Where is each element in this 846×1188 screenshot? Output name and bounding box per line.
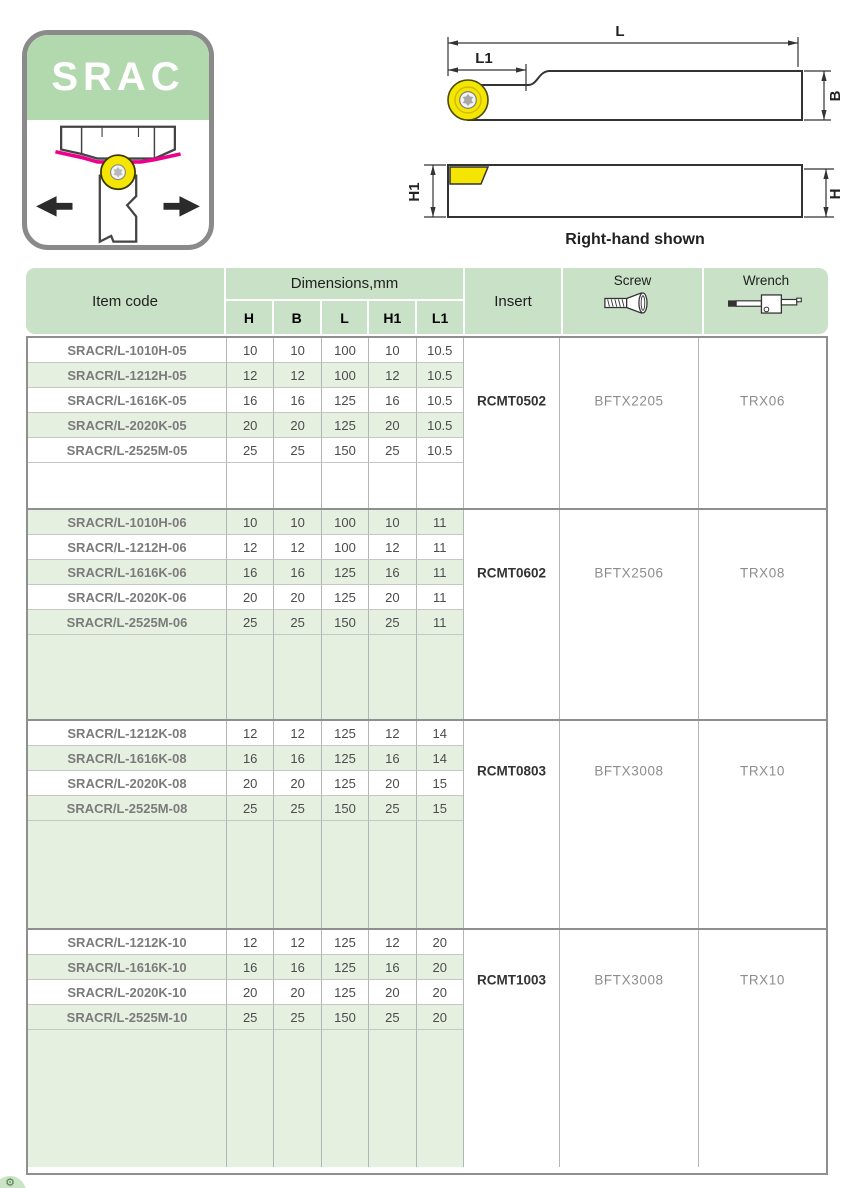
insert-cell-value: RCMT0602	[476, 565, 547, 580]
dimension-cell: 25	[226, 610, 273, 635]
insert-cell	[463, 510, 559, 719]
header-col-h1: H1	[369, 301, 415, 334]
wrench-cell	[698, 338, 826, 508]
dimension-cell: 125	[321, 980, 368, 1005]
table-row	[28, 535, 463, 560]
header-col-l: L	[322, 301, 368, 334]
dimension-cell: 10	[273, 510, 320, 535]
screw-cell-value: BFTX3008	[594, 972, 664, 988]
table-row	[28, 746, 463, 771]
screw-cell	[559, 338, 698, 508]
header-screw	[563, 268, 702, 334]
dimension-cell: 25	[226, 1005, 273, 1030]
item-code-cell: SRACR/L-1616K-06	[28, 560, 226, 585]
dimension-cell: 16	[273, 388, 320, 413]
filler-cell	[28, 821, 226, 928]
dimension-cell: 12	[226, 535, 273, 560]
dimension-cell: 125	[321, 585, 368, 610]
header-wrench	[704, 268, 828, 334]
dimension-cell: 10	[273, 338, 320, 363]
item-rows-column	[28, 510, 463, 719]
dimension-cell: 125	[321, 560, 368, 585]
filler-cell	[226, 1030, 273, 1167]
dimension-cell: 25	[273, 610, 320, 635]
filler-cell	[368, 463, 415, 508]
dimension-cell: 10.5	[416, 363, 463, 388]
dimension-cell: 11	[416, 535, 463, 560]
dimension-cell: 12	[273, 363, 320, 388]
dimension-cell: 20	[226, 771, 273, 796]
filler-cell	[321, 821, 368, 928]
dimension-cell: 12	[368, 363, 415, 388]
tool-side-view-drawing	[406, 165, 844, 248]
item-code-cell: SRACR/L-2525M-10	[28, 1005, 226, 1030]
filler-cell	[416, 821, 463, 928]
item-code-cell: SRACR/L-2020K-06	[28, 585, 226, 610]
header-dimensions-group	[226, 268, 463, 334]
table-row	[28, 610, 463, 635]
dimension-cell: 15	[416, 771, 463, 796]
filler-cell	[273, 635, 320, 719]
screw-cell	[559, 930, 698, 1167]
dimension-cell: 12	[273, 535, 320, 560]
dimension-cell: 25	[273, 796, 320, 821]
table-row	[28, 721, 463, 746]
label-L: L	[615, 23, 625, 40]
filler-cell	[368, 635, 415, 719]
dimension-cell: 11	[416, 510, 463, 535]
group-filler	[28, 821, 463, 928]
dimension-cell: 100	[321, 338, 368, 363]
dimension-cell: 20	[368, 980, 415, 1005]
dimension-cell: 20	[416, 955, 463, 980]
dimension-cell: 20	[273, 980, 320, 1005]
filler-cell	[28, 1030, 226, 1167]
right-arrow-icon	[164, 196, 200, 216]
wrench-cell-value: TRX10	[739, 972, 786, 988]
table-row	[28, 980, 463, 1005]
item-rows-column	[28, 721, 463, 928]
filler-cell	[226, 821, 273, 928]
dimension-cell: 150	[321, 610, 368, 635]
dimension-cell: 20	[416, 930, 463, 955]
dimension-cell: 100	[321, 510, 368, 535]
round-insert-icon	[101, 155, 135, 189]
item-code-cell: SRACR/L-1616K-05	[28, 388, 226, 413]
item-code-cell: SRACR/L-2525M-05	[28, 438, 226, 463]
filler-cell	[273, 821, 320, 928]
wrench-cell	[698, 721, 826, 928]
dimension-cell: 16	[226, 746, 273, 771]
item-code-cell: SRACR/L-1212K-10	[28, 930, 226, 955]
dimension-cell: 125	[321, 955, 368, 980]
dimension-cell: 100	[321, 535, 368, 560]
group-filler	[28, 1030, 463, 1167]
dimension-cell: 25	[226, 796, 273, 821]
wrench-cell	[698, 510, 826, 719]
dimension-cell: 25	[368, 796, 415, 821]
wrench-cell-value: TRX08	[739, 565, 786, 580]
dimension-cell: 20	[226, 585, 273, 610]
item-rows-column	[28, 338, 463, 508]
table-row	[28, 796, 463, 821]
dimension-cell: 125	[321, 746, 368, 771]
dimension-cell: 12	[273, 930, 320, 955]
insert-cell-value: RCMT1003	[476, 972, 547, 988]
filler-cell	[273, 463, 320, 508]
spec-table	[26, 336, 828, 1175]
dimension-cell: 20	[416, 980, 463, 1005]
header-col-l1: L1	[417, 301, 463, 334]
footer-gear-icon: ⚙	[0, 1176, 26, 1188]
drawing-caption: Right-hand shown	[565, 231, 705, 248]
item-code-cell: SRACR/L-1616K-08	[28, 746, 226, 771]
spec-group	[28, 928, 826, 1167]
dimension-cell: 10.5	[416, 413, 463, 438]
dimension-cell: 14	[416, 721, 463, 746]
header-insert: Insert	[465, 268, 561, 334]
screw-cell	[559, 721, 698, 928]
dimension-cell: 12	[226, 930, 273, 955]
table-row	[28, 771, 463, 796]
filler-cell	[416, 463, 463, 508]
item-code-cell: SRACR/L-2525M-08	[28, 796, 226, 821]
table-row	[28, 1005, 463, 1030]
filler-cell	[226, 635, 273, 719]
dimension-cell: 125	[321, 930, 368, 955]
dimension-cell: 11	[416, 585, 463, 610]
top-view-insert-icon	[448, 80, 488, 120]
dimension-cell: 16	[368, 955, 415, 980]
item-rows-column	[28, 930, 463, 1167]
insert-cell-value: RCMT0502	[476, 393, 547, 408]
label-H1: H1	[406, 182, 423, 202]
table-row	[28, 560, 463, 585]
left-arrow-icon	[36, 196, 72, 216]
dimension-cell: 14	[416, 746, 463, 771]
dimension-cell: 16	[273, 560, 320, 585]
dimension-cell: 12	[368, 535, 415, 560]
dimension-cell: 25	[368, 1005, 415, 1030]
dimension-cell: 20	[273, 585, 320, 610]
dimension-cell: 150	[321, 796, 368, 821]
table-row	[28, 413, 463, 438]
item-code-cell: SRACR/L-2020K-08	[28, 771, 226, 796]
dimension-cell: 25	[273, 438, 320, 463]
dimension-cell: 25	[273, 1005, 320, 1030]
label-B: B	[827, 90, 844, 102]
dimension-cell: 10	[226, 338, 273, 363]
dimension-cell: 16	[368, 746, 415, 771]
filler-cell	[368, 1030, 415, 1167]
table-row	[28, 510, 463, 535]
header-dimension-subrow	[226, 301, 463, 334]
dimension-cell: 12	[226, 721, 273, 746]
filler-cell	[28, 635, 226, 719]
item-code-cell: SRACR/L-1212K-08	[28, 721, 226, 746]
spec-group	[28, 338, 826, 508]
side-view-insert-icon	[450, 167, 488, 184]
screw-icon	[604, 291, 662, 315]
table-row	[28, 955, 463, 980]
group-filler	[28, 463, 463, 508]
table-header	[26, 268, 828, 334]
screw-label: Screw	[613, 273, 652, 288]
table-row	[28, 363, 463, 388]
srac-badge	[22, 30, 214, 250]
dimension-cell: 16	[273, 955, 320, 980]
dimension-cell: 20	[226, 980, 273, 1005]
dimension-cell: 150	[321, 438, 368, 463]
screw-cell	[559, 510, 698, 719]
insert-cell-value: RCMT0803	[476, 763, 547, 779]
dimension-cell: 10	[226, 510, 273, 535]
insert-cell	[463, 930, 559, 1167]
label-L1: L1	[475, 50, 493, 67]
item-code-cell: SRACR/L-2020K-10	[28, 980, 226, 1005]
spec-group	[28, 719, 826, 928]
filler-cell	[321, 1030, 368, 1167]
srac-badge-header	[27, 35, 209, 120]
dimension-cell: 12	[368, 721, 415, 746]
srac-tool-diagram	[27, 123, 209, 250]
table-row	[28, 438, 463, 463]
screw-cell-value: BFTX3008	[594, 763, 664, 779]
table-row	[28, 338, 463, 363]
wrench-icon	[728, 291, 804, 317]
item-code-cell: SRACR/L-2525M-06	[28, 610, 226, 635]
item-code-cell: SRACR/L-1616K-10	[28, 955, 226, 980]
filler-cell	[226, 463, 273, 508]
filler-cell	[416, 635, 463, 719]
filler-cell	[416, 1030, 463, 1167]
dimension-cell: 16	[226, 955, 273, 980]
dimension-cell: 125	[321, 388, 368, 413]
table-row	[28, 930, 463, 955]
dimension-cell: 125	[321, 413, 368, 438]
filler-cell	[273, 1030, 320, 1167]
item-code-cell: SRACR/L-1212H-05	[28, 363, 226, 388]
item-code-cell: SRACR/L-2020K-05	[28, 413, 226, 438]
dimension-cell: 125	[321, 771, 368, 796]
dimension-cell: 11	[416, 610, 463, 635]
dimension-cell: 150	[321, 1005, 368, 1030]
filler-cell	[321, 463, 368, 508]
header-item-code: Item code	[26, 268, 224, 334]
screw-cell-value: BFTX2205	[594, 393, 664, 408]
dimension-cell: 25	[368, 438, 415, 463]
dimension-cell: 16	[226, 560, 273, 585]
item-code-cell: SRACR/L-1010H-05	[28, 338, 226, 363]
dimension-cell: 16	[368, 388, 415, 413]
group-filler	[28, 635, 463, 719]
wrench-cell	[698, 930, 826, 1167]
dimension-cell: 10.5	[416, 438, 463, 463]
dimension-cell: 16	[368, 560, 415, 585]
dimension-cell: 10.5	[416, 388, 463, 413]
dimension-cell: 16	[273, 746, 320, 771]
tool-drawings	[388, 14, 846, 260]
dimension-cell: 15	[416, 796, 463, 821]
label-H: H	[827, 188, 844, 200]
dimension-cell: 12	[273, 721, 320, 746]
header-dimensions: Dimensions,mm	[226, 268, 463, 299]
dimension-cell: 20	[368, 413, 415, 438]
wrench-cell-value: TRX10	[739, 763, 786, 779]
filler-cell	[28, 463, 226, 508]
dimension-cell: 12	[226, 363, 273, 388]
dimension-cell: 16	[226, 388, 273, 413]
spec-group	[28, 508, 826, 719]
dimension-cell: 25	[368, 610, 415, 635]
badge-title: SRAC	[51, 55, 185, 99]
table-row	[28, 585, 463, 610]
dimension-cell: 25	[226, 438, 273, 463]
dimension-cell: 20	[368, 771, 415, 796]
dimension-cell: 20	[273, 413, 320, 438]
dimension-cell: 12	[368, 930, 415, 955]
filler-cell	[321, 635, 368, 719]
table-row	[28, 388, 463, 413]
item-code-cell: SRACR/L-1212H-06	[28, 535, 226, 560]
wrench-cell-value: TRX06	[739, 393, 786, 408]
screw-cell-value: BFTX2506	[594, 565, 664, 580]
dimension-cell: 10.5	[416, 338, 463, 363]
dimension-cell: 10	[368, 510, 415, 535]
dimension-cell: 20	[273, 771, 320, 796]
dimension-cell: 11	[416, 560, 463, 585]
wrench-label: Wrench	[742, 273, 790, 288]
dimension-cell: 20	[226, 413, 273, 438]
insert-cell	[463, 721, 559, 928]
tool-top-view-drawing	[448, 23, 844, 120]
dimension-cell: 100	[321, 363, 368, 388]
item-code-cell: SRACR/L-1010H-06	[28, 510, 226, 535]
dimension-cell: 10	[368, 338, 415, 363]
dimension-cell: 125	[321, 721, 368, 746]
dimension-cell: 20	[368, 585, 415, 610]
header-col-h: H	[226, 301, 272, 334]
insert-cell	[463, 338, 559, 508]
filler-cell	[368, 821, 415, 928]
header-col-b: B	[274, 301, 320, 334]
dimension-cell: 20	[416, 1005, 463, 1030]
